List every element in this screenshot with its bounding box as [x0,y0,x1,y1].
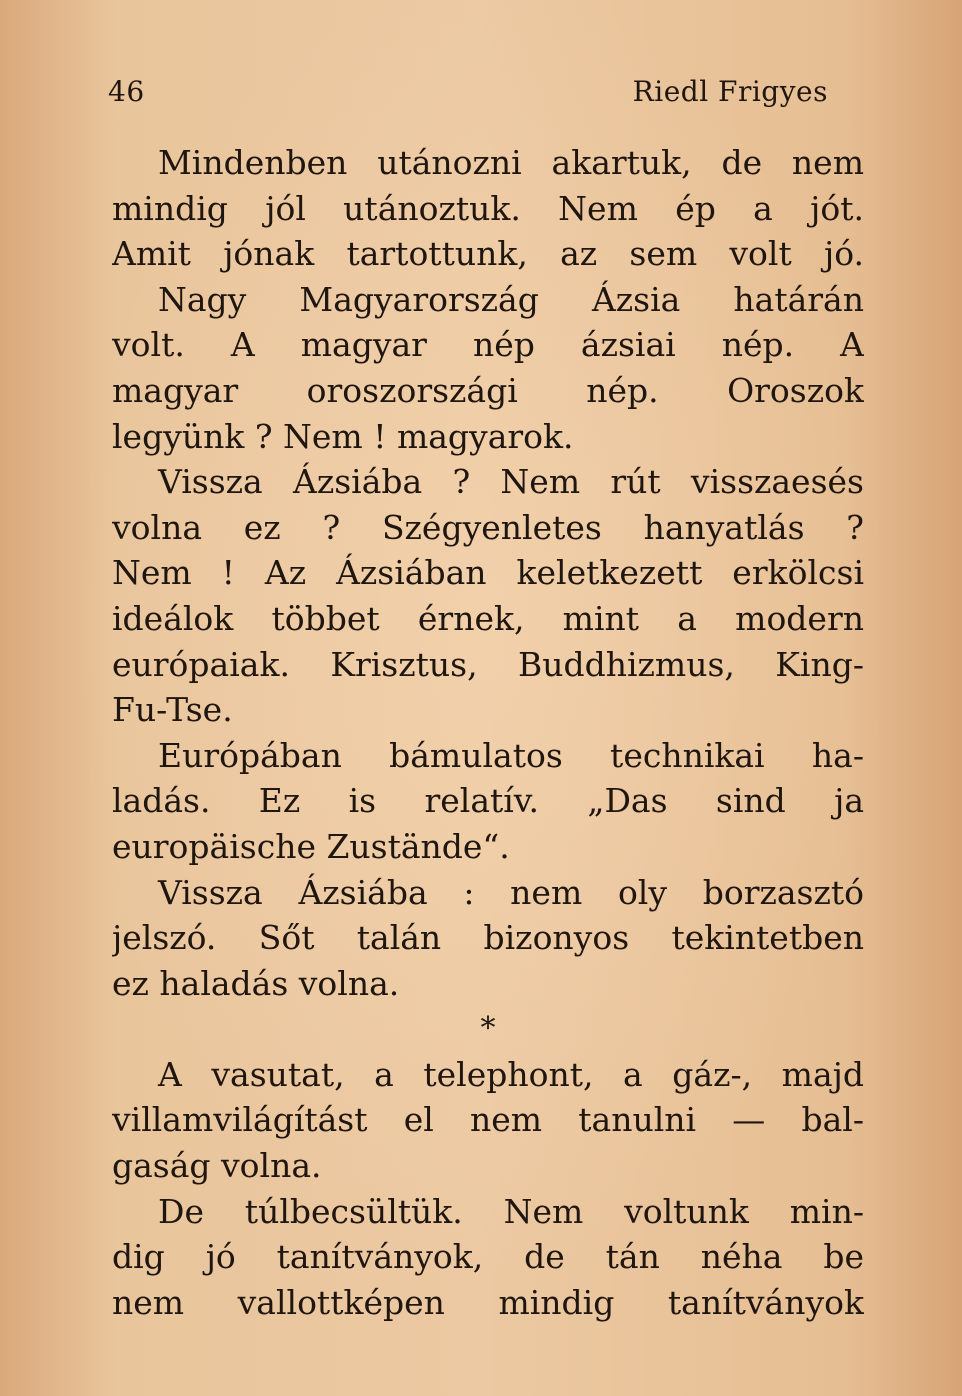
text-line: magyar oroszországi nép. Oroszok [112,370,864,410]
text-line: mindig jól utánoztuk. Nem ép a jót. [112,188,864,228]
text-line: Nagy Magyarország Ázsia határán [158,279,864,319]
text-line: Fu-Tse. [112,690,233,730]
text-line: ez haladás volna. [112,963,400,1003]
page-number: 46 [108,74,145,108]
body-text [112,140,864,1325]
text-line: Nem ! Az Ázsiában keletkezett erkölcsi [112,553,864,593]
text-line: De túlbecsültük. Nem voltunk min- [158,1191,864,1231]
text-line: Mindenben utánozni akartuk, de nem [158,143,864,182]
text-line: gaság volna. [112,1146,322,1186]
text-line: europäische Zustände“. [112,826,510,866]
text-line: nem vallottképen mindig tanítványok [112,1282,864,1322]
running-title: Riedl Frigyes [632,74,828,108]
text-line: dig jó tanítványok, de tán néha be [112,1237,864,1277]
text-line: ladás. Ez is relatív. „Das sind ja [112,781,864,821]
text-line: jelszó. Sőt talán bizonyos tekintetben [112,918,864,958]
text-line: legyünk ? Nem ! magyarok. [112,416,574,456]
text-line: A vasutat, a telephont, a gáz-, majd [158,1054,864,1094]
text-line: ideálok többet érnek, mint a modern [112,598,864,638]
text-line: európaiak. Krisztus, Buddhizmus, King- [112,644,864,684]
page-header [108,66,828,116]
text-line: Amit jónak tartottunk, az sem volt jó. [112,234,864,274]
text-line: Európában bámulatos technikai ha- [158,735,864,775]
text-line: villamvilágítást el nem tanulni — bal- [112,1100,864,1140]
section-separator-asterisk: * [480,1011,496,1047]
text-line: Vissza Ázsiába : nem oly borzasztó [158,872,864,912]
text-line: volt. A magyar nép ázsiai nép. A [112,325,864,365]
text-line: volna ez ? Szégyenletes hanyatlás ? [112,507,864,547]
text-line: Vissza Ázsiába ? Nem rút visszaesés [158,462,864,502]
